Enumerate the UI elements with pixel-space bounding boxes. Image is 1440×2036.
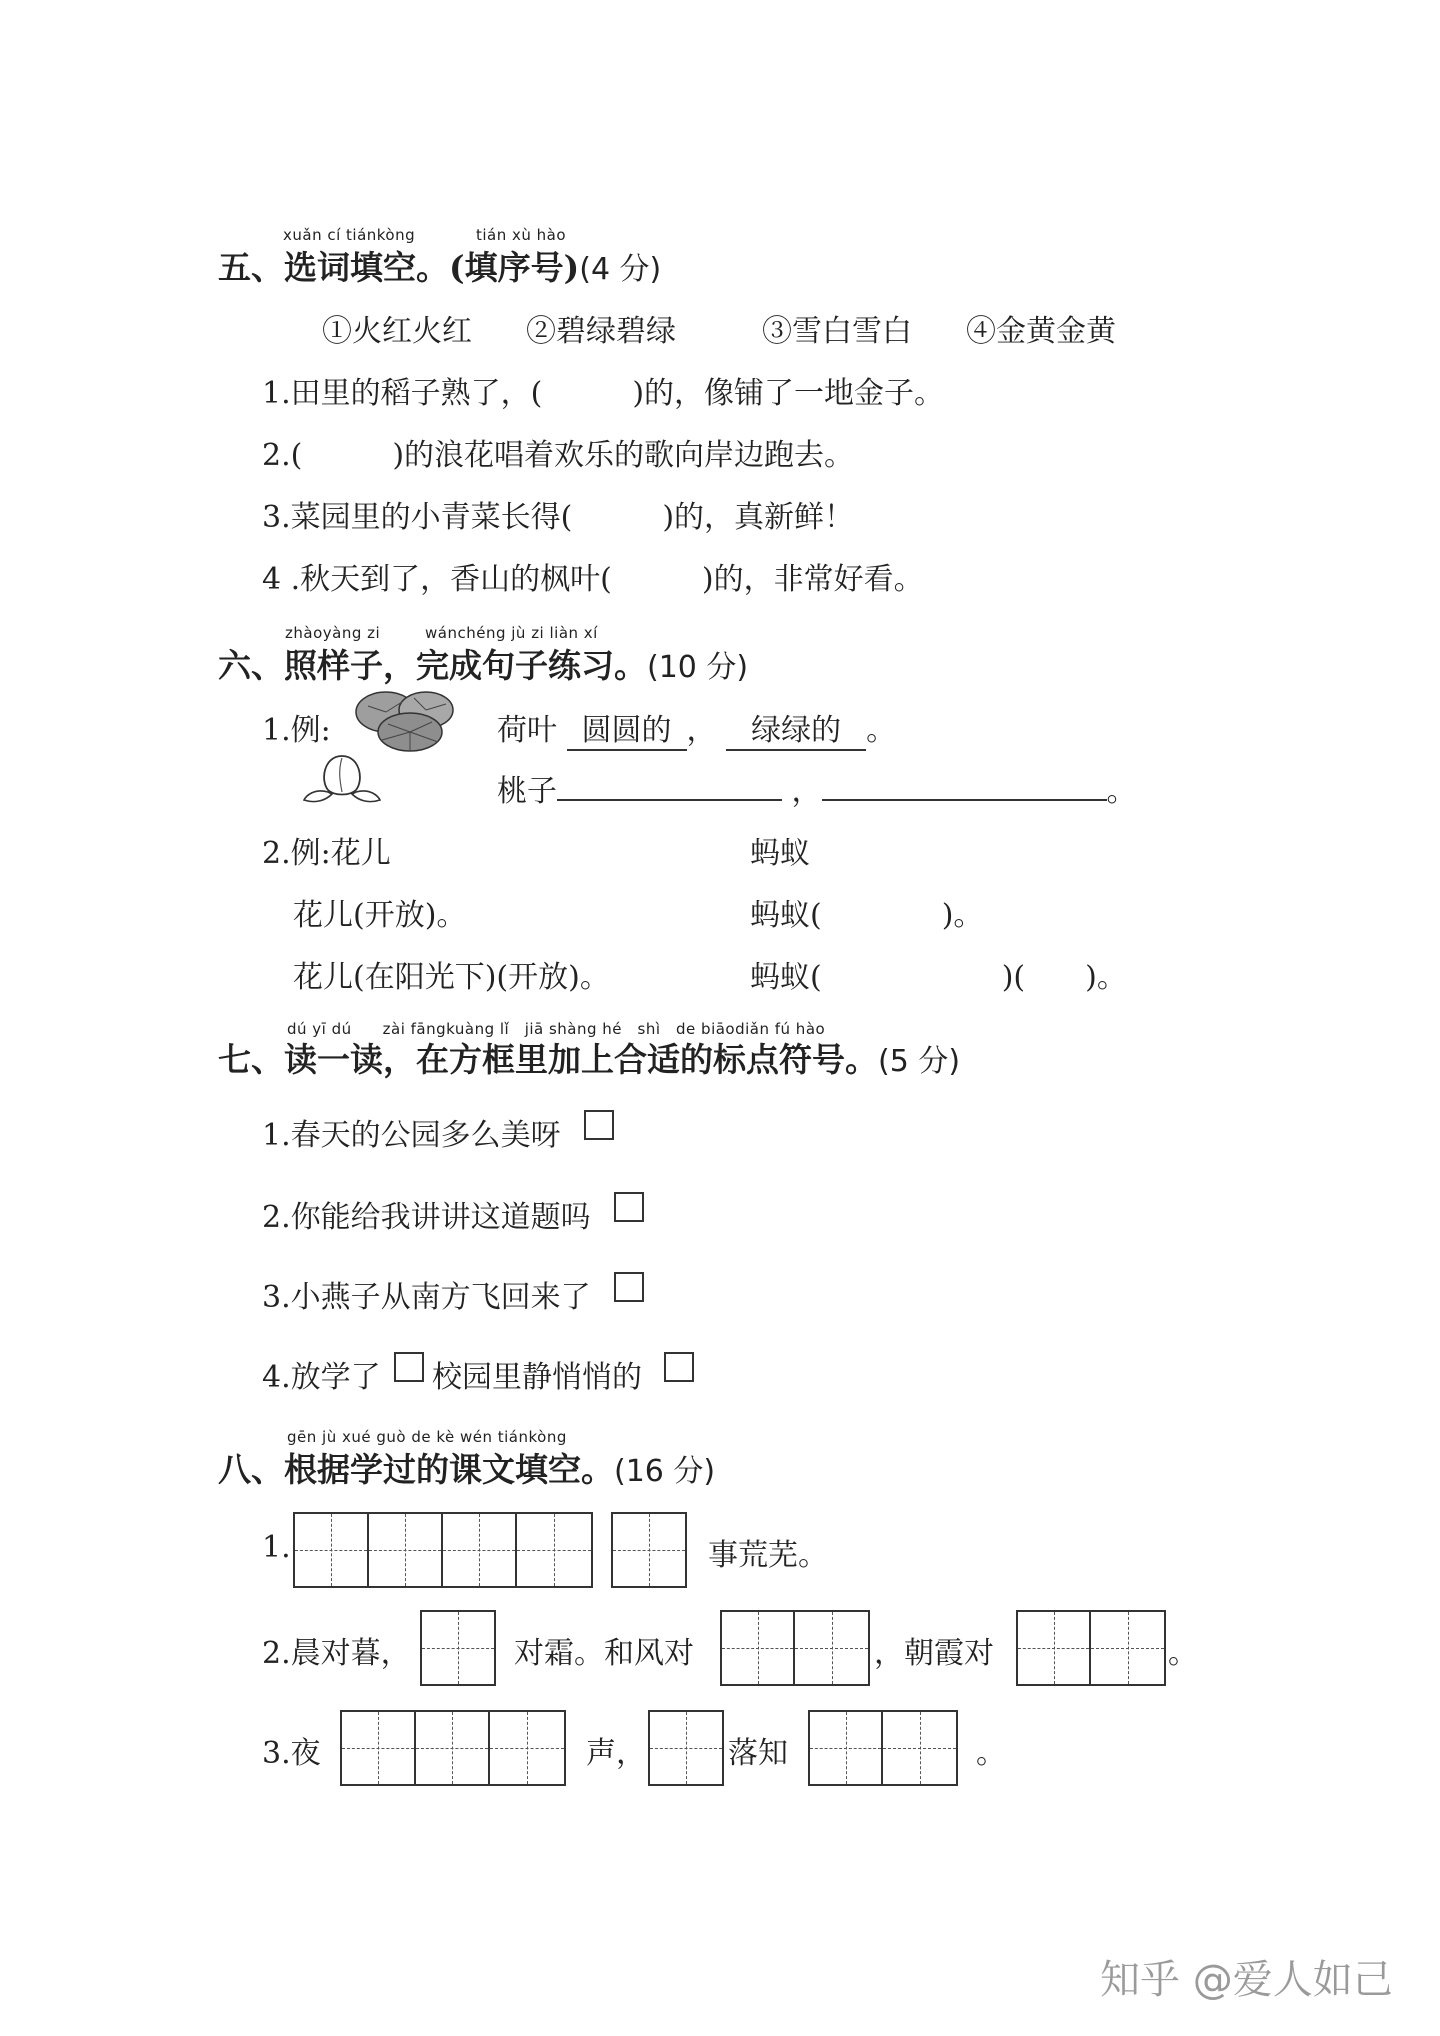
s8-line2-grid-c[interactable] [1016, 1610, 1166, 1686]
s8-line3-c: 落知 [728, 1736, 788, 1771]
s7-item-4a: 4.放学了 [262, 1360, 381, 1395]
peach-sentence [497, 766, 1137, 810]
s7-box-2[interactable] [614, 1192, 644, 1222]
section5-score: (4 分) [579, 252, 662, 287]
section7-heading [218, 1034, 960, 1081]
ant-line2: 蚂蚁( )。 [750, 898, 984, 933]
tianzi-cell[interactable] [883, 1712, 956, 1784]
tianzi-cell[interactable] [722, 1612, 795, 1684]
tianzi-cell[interactable] [795, 1612, 868, 1684]
option-4: ④金黄金黄 [966, 314, 1116, 349]
s6-ex2-line3: 花儿(在阳光下)(开放)。 [293, 960, 610, 995]
s8-line3-grid-c[interactable] [808, 1710, 958, 1786]
peach-blank-b[interactable] [822, 799, 1107, 801]
s6-ex2-label: 2.例:花儿 [262, 836, 391, 871]
tianzi-cell[interactable] [443, 1514, 517, 1586]
s5-question-3: 3.菜园里的小青菜长得( )的，真新鲜！ [262, 500, 855, 535]
tianzi-cell[interactable] [422, 1612, 494, 1684]
section7-title: 七、读一读，在方框里加上合适的标点符号。 [218, 1040, 878, 1079]
s7-box-4a[interactable] [394, 1352, 424, 1382]
lotus-answer-a: 圆圆的 [567, 705, 687, 751]
section6-pinyin-b: wánchéng jù zi liàn xí [425, 624, 598, 642]
s7-item-2: 2.你能给我讲讲这道题吗 [262, 1200, 591, 1235]
s8-line2-d: 。 [1168, 1636, 1198, 1671]
section5-pinyin-b: tián xù hào [476, 226, 567, 244]
s8-line1-tail: 事荒芜。 [708, 1538, 828, 1573]
s5-question-1: 1.田里的稻子熟了，( )的，像铺了一地金子。 [262, 376, 945, 411]
section8-score: (16 分) [614, 1454, 716, 1489]
section5-heading [218, 242, 661, 289]
s6-ex2-line2: 花儿(开放)。 [293, 898, 467, 933]
s8-line2-grid-a[interactable] [420, 1610, 496, 1686]
s8-line2-grid-b[interactable] [720, 1610, 870, 1686]
s8-line3-d: 。 [976, 1736, 1006, 1771]
option-1: ①火红火红 [322, 314, 472, 349]
section6-heading [218, 640, 748, 687]
tianzi-cell[interactable] [810, 1712, 883, 1784]
section7-score: (5 分) [878, 1044, 961, 1079]
tianzi-cell[interactable] [295, 1514, 369, 1586]
s7-item-3: 3.小燕子从南方飞回来了 [262, 1280, 591, 1315]
s7-item-1: 1.春天的公园多么美呀 [262, 1118, 561, 1153]
section7-pinyin: dú yī dú zài fāngkuàng lǐ jiā shàng hé shì de biāodiǎn fú hào [287, 1020, 826, 1038]
s8-line1-grid-b[interactable] [611, 1512, 687, 1588]
tianzi-cell[interactable] [342, 1712, 416, 1784]
tianzi-cell[interactable] [369, 1514, 443, 1586]
tianzi-cell[interactable] [650, 1712, 722, 1784]
zhihu-watermark: 知乎 @爱人如己 [1100, 1957, 1393, 2003]
option-3: ③雪白雪白 [762, 314, 912, 349]
lotus-label: 荷叶 [497, 713, 557, 748]
s7-item-4b: 校园里静悄悄的 [432, 1360, 642, 1395]
tianzi-cell[interactable] [1091, 1612, 1164, 1684]
lotus-leaf-image [352, 688, 458, 754]
s7-box-3[interactable] [614, 1272, 644, 1302]
ant-line1: 蚂蚁 [750, 836, 810, 871]
s8-line3-grid-a[interactable] [340, 1710, 566, 1786]
s7-box-1[interactable] [584, 1110, 614, 1140]
option-2: ②碧绿碧绿 [526, 314, 676, 349]
tianzi-cell[interactable] [490, 1712, 564, 1784]
s8-line3-grid-b[interactable] [648, 1710, 724, 1786]
peach-label: 桃子 [497, 774, 557, 809]
lotus-answer-b: 绿绿的 [726, 705, 866, 751]
s8-line2-c: ，朝霞对 [874, 1636, 994, 1671]
tianzi-cell[interactable] [517, 1514, 591, 1586]
peach-period: 。 [1106, 774, 1137, 809]
peach-blank-a[interactable] [557, 799, 782, 801]
ant-line3: 蚂蚁( )( )。 [750, 960, 1127, 995]
peach-image [302, 746, 382, 808]
section8-pinyin: gēn jù xué guò de kè wén tiánkòng [287, 1428, 567, 1446]
section8-heading [218, 1444, 715, 1491]
peach-comma: ， [791, 774, 822, 809]
tianzi-cell[interactable] [613, 1514, 685, 1586]
section5-pinyin-a: xuǎn cí tiánkòng [283, 226, 416, 244]
s8-line3-a: 3.夜 [262, 1736, 321, 1771]
section6-title: 六、照样子，完成句子练习。 [218, 646, 647, 685]
section6-score: (10 分) [647, 650, 749, 685]
s8-line3-b: 声， [586, 1736, 646, 1771]
lotus-sentence [497, 705, 896, 751]
section8-title: 八、根据学过的课文填空。 [218, 1450, 614, 1489]
s7-box-4b[interactable] [664, 1352, 694, 1382]
s8-line1-num: 1. [262, 1530, 291, 1565]
section5-title: 五、选词填空。(填序号) [218, 248, 580, 287]
tianzi-cell[interactable] [1018, 1612, 1091, 1684]
tianzi-cell[interactable] [416, 1712, 490, 1784]
s8-line1-grid-a[interactable] [293, 1512, 593, 1588]
s5-question-4: 4 .秋天到了，香山的枫叶( )的，非常好看。 [262, 562, 924, 597]
s8-line2-a: 2.晨对暮， [262, 1636, 411, 1671]
section6-pinyin-a: zhàoyàng zi [285, 624, 381, 642]
lotus-comma: ， [686, 713, 717, 748]
s8-line2-b: 对霜。和风对 [514, 1636, 694, 1671]
s5-question-2: 2.( )的浪花唱着欢乐的歌向岸边跑去。 [262, 438, 855, 473]
lotus-period: 。 [866, 713, 897, 748]
s6-ex1-label: 1.例: [262, 713, 331, 748]
